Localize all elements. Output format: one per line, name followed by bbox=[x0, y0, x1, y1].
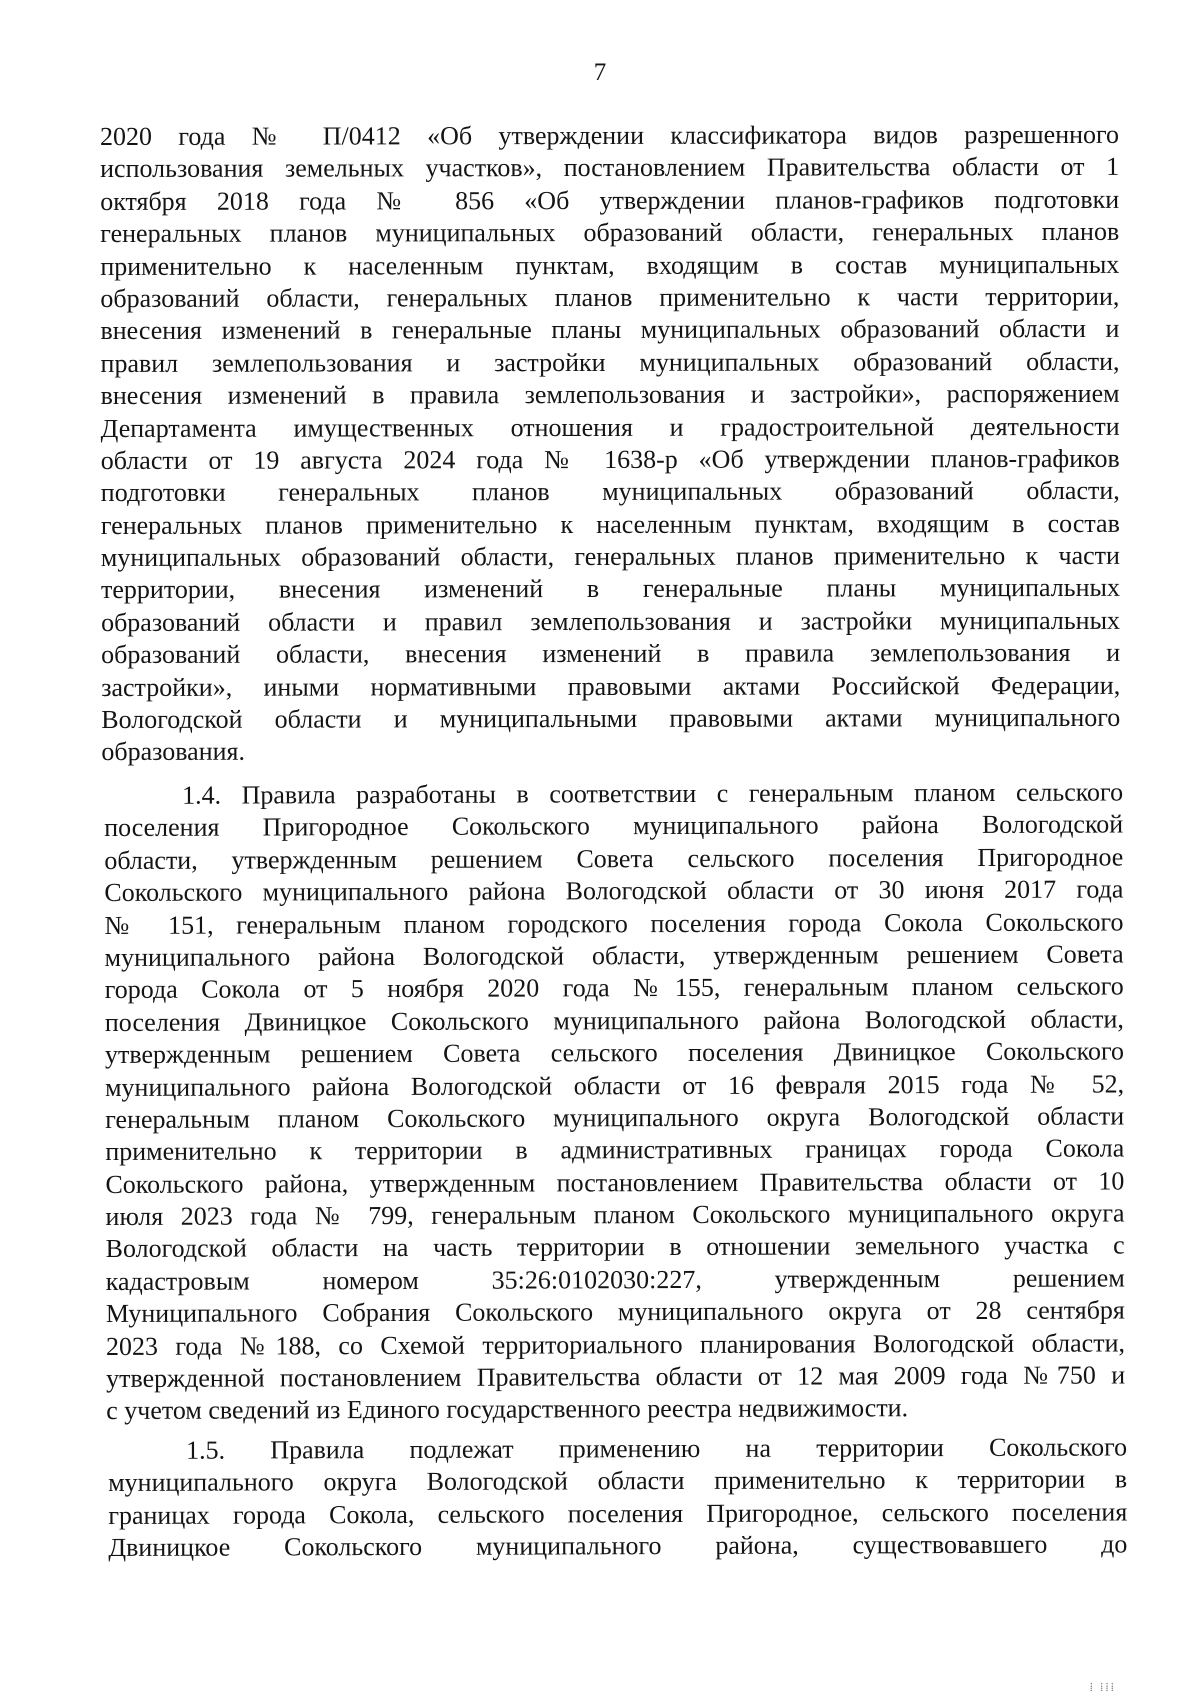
text-line: утвержденным решением Совета сельского поселения Двиницкое Сокольского bbox=[104, 1036, 1125, 1070]
paragraph-1-4 bbox=[104, 775, 1125, 1426]
text-line: 1.4. Правила разработаны в соответствии с генеральным планом сельского bbox=[182, 777, 1124, 810]
text-line: образований области и правил землепользования и застройки муниципальных bbox=[101, 605, 1121, 637]
text-line: правил землепользования и застройки муниципальных образований области, bbox=[100, 346, 1120, 378]
text-line: муниципального района Вологодской области, утвержденным решением Совета bbox=[104, 939, 1124, 972]
text-line: кадастровым номером 35:26:0102030:227, утвержденным решением bbox=[105, 1263, 1125, 1296]
text-line: июля 2023 года № 799, генеральным планом Сокольского муниципального округа bbox=[105, 1198, 1125, 1232]
text-line: Вологодской области и муниципальными правовыми актами муниципального bbox=[101, 702, 1121, 735]
text-line: поселения Двиницкое Сокольского муниципального района Вологодской области, bbox=[104, 1004, 1124, 1037]
text-line: поселения Пригородное Сокольского муниципального района Вологодской bbox=[104, 809, 1124, 843]
text-line: внесения изменений в генеральные планы муниципальных образований области и bbox=[100, 314, 1120, 346]
text-line: муниципального района Вологодской области от 16 февраля 2015 года № 52, bbox=[105, 1068, 1125, 1102]
text-line: октября 2018 года № 856 «Об утверждении планов-графиков подготовки bbox=[100, 184, 1120, 216]
paragraph-1 bbox=[100, 118, 1120, 768]
text-line: Департамента имущественных отношения и градостроительной деятельности bbox=[100, 411, 1120, 443]
text-line: муниципального округа Вологодской области применительно к территории в bbox=[108, 1464, 1128, 1498]
text-line: Муниципального Собрания Сокольского муниципального округа от 28 сентября bbox=[105, 1295, 1125, 1329]
text-line: области, утвержденным решением Совета сельского поселения Пригородное bbox=[104, 842, 1124, 875]
text-line: границах города Сокола, сельского поселения Пригородное, сельского поселения bbox=[108, 1497, 1128, 1530]
paragraph-1-5 bbox=[108, 1430, 1127, 1563]
text-line: 2020 года № П/0412 «Об утверждении классификатора видов разрешенного bbox=[100, 119, 1120, 151]
text-line: применительно к территории в административных границах города Сокола bbox=[105, 1133, 1125, 1167]
text-line: № 151, генеральным планом городского поселения города Сокола Сокольского bbox=[104, 907, 1124, 940]
text-line: образования. bbox=[101, 737, 246, 767]
text-line: с учетом сведений из Единого государственного реестра недвижимости. bbox=[106, 1393, 909, 1426]
text-line: области от 19 августа 2024 года № 1638-р «Об утверждении планов-графиков bbox=[100, 443, 1120, 475]
text-line: утвержденной постановлением Правительства области от 12 мая 2009 года №750 и bbox=[106, 1360, 1126, 1394]
text-line: использования земельных участков», постановлением Правительства области от 1 bbox=[100, 152, 1120, 184]
text-line: генеральных планов применительно к населенным пунктам, входящим в состав bbox=[100, 508, 1120, 540]
text-line: Сокольского района, утвержденным постановлением Правительства области от 10 bbox=[105, 1166, 1125, 1199]
text-line: Двиницкое Сокольского муниципального района, существовавшего до bbox=[108, 1529, 1128, 1563]
text-line: подготовки генеральных планов муниципальных образований области, bbox=[100, 476, 1120, 508]
text-line: территории, внесения изменений в генеральные планы муниципальных bbox=[100, 573, 1121, 605]
text-line: 2023 года №188, со Схемой территориального планирования Вологодской области, bbox=[105, 1328, 1126, 1361]
text-line: образований области, внесения изменений в правила землепользования и bbox=[101, 638, 1121, 670]
text-line: застройки», иными нормативными правовыми актами Российской Федерации, bbox=[101, 670, 1121, 702]
text-line: применительно к населенным пунктам, входящим в состав муниципальных bbox=[100, 249, 1120, 281]
text-line: генеральных планов муниципальных образований области, генеральных планов bbox=[100, 217, 1120, 249]
text-line: 1.5. Правила подлежат применению на территории Сокольского bbox=[186, 1432, 1128, 1465]
text-line: города Сокола от 5 ноября 2020 года №155, генеральным планом сельского bbox=[104, 971, 1124, 1005]
text-line: внесения изменений в правила землепользования и застройки», распоряжением bbox=[100, 378, 1120, 411]
scan-mark: ⁞ ⁞⁞⁞ bbox=[1089, 1680, 1116, 1694]
text-line: муниципальных образований области, генеральных планов применительно к части bbox=[100, 540, 1120, 573]
text-line: генеральным планом Сокольского муниципального округа Вологодской области bbox=[105, 1101, 1125, 1134]
text-line: образований области, генеральных планов применительно к части территории, bbox=[100, 281, 1120, 313]
text-line: Сокольского муниципального района Вологодской области от 30 июня 2017 года bbox=[104, 874, 1124, 908]
page-number: 7 bbox=[593, 59, 607, 86]
text-line: Вологодской области на часть территории в отношении земельного участка с bbox=[105, 1230, 1125, 1264]
